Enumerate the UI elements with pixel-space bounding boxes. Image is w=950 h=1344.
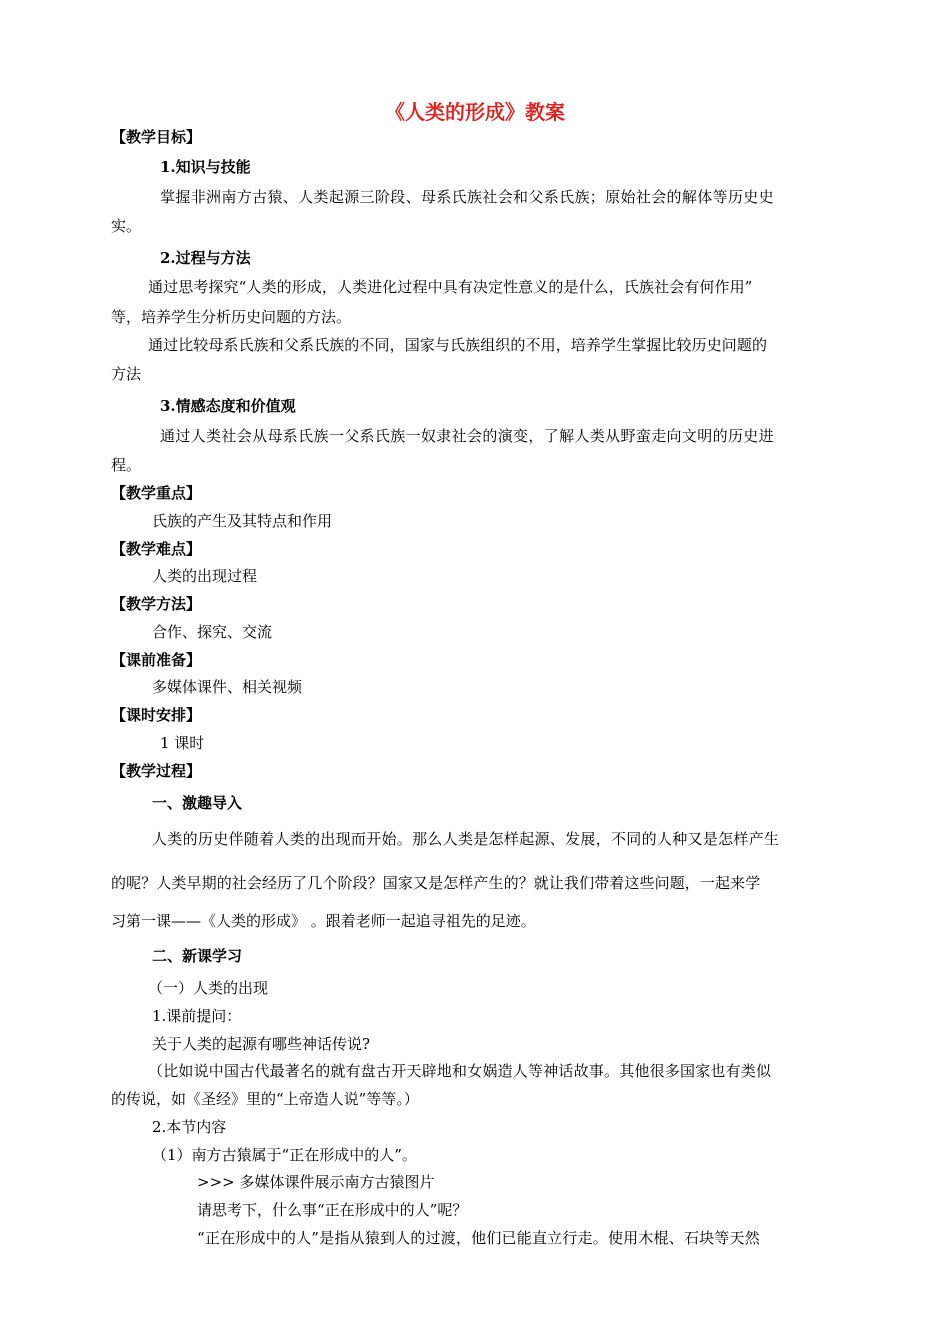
- paragraph-process-line1: 通过思考探究“人类的形成，人类进化过程中具有决定性意义的是什么，氏族社会有何作用”: [148, 278, 753, 296]
- section-heading-process: 【教学过程】: [111, 762, 202, 780]
- prep-text: 多媒体课件、相关视频: [152, 678, 303, 696]
- section-heading-difficult: 【教学难点】: [111, 540, 202, 558]
- paragraph-compare-line2: 方法: [111, 365, 142, 383]
- intro-line2: 的呢？人类早期的社会经历了几个阶段？国家又是怎样产生的？就让我们带着这些问题，一起来学: [111, 874, 761, 892]
- subheading-intro: 一、激趣导入: [152, 794, 243, 812]
- question-text: 关于人类的起源有哪些神话传说?: [152, 1035, 371, 1053]
- section-heading-method: 【教学方法】: [111, 595, 202, 613]
- intro-line3: 习第一课——《人类的形成》 。跟着老师一起追寻祖先的足迹。: [111, 912, 536, 930]
- section-heading-prep: 【课前准备】: [111, 651, 202, 669]
- schedule-text: 1 课时: [160, 734, 205, 752]
- paragraph-knowledge-line1: 掌握非洲南方古猿、人类起源三阶段、母系氏族社会和父系氏族；原始社会的解体等历史史: [160, 188, 775, 206]
- section-heading-key: 【教学重点】: [111, 484, 202, 502]
- paragraph-values-line2: 程。: [111, 456, 142, 474]
- question-heading: 1.课前提问：: [152, 1007, 242, 1025]
- paragraph-compare-line1: 通过比较母系氏族和父系氏族的不同，国家与氏族组织的不用，培养学生掌握比较历史问题的: [148, 336, 768, 354]
- document-title: 《人类的形成》教案: [385, 100, 565, 124]
- sub-section-human-appearance: （一）人类的出现: [148, 979, 269, 997]
- section-heading-schedule: 【课时安排】: [111, 706, 202, 724]
- subheading-knowledge: 1.知识与技能: [160, 158, 251, 176]
- difficult-text: 人类的出现过程: [152, 567, 258, 585]
- content-item-1: （1）南方古猿属于“正在形成中的人”。: [152, 1146, 417, 1164]
- key-text: 氏族的产生及其特点和作用: [152, 512, 333, 530]
- example-line2: 的传说，如《圣经》里的“上帝造人说”等等。）: [111, 1090, 419, 1108]
- paragraph-process-line2: 等，培养学生分析历史问题的方法。: [111, 308, 352, 326]
- paragraph-values-line1: 通过人类社会从母系氏族一父系氏族一奴隶社会的演变，了解人类从野蛮走向文明的历史进: [160, 427, 775, 445]
- intro-line1: 人类的历史伴随着人类的出现而开始。那么人类是怎样起源、发展，不同的人种又是怎样产生: [152, 830, 780, 848]
- method-text: 合作、探究、交流: [152, 623, 273, 641]
- section-heading-goals: 【教学目标】: [111, 128, 202, 146]
- content-item-4: “正在形成中的人”是指从猿到人的过渡，他们已能直立行走。使用木棍、石块等天然: [197, 1229, 760, 1247]
- subheading-new-lesson: 二、新课学习: [152, 947, 243, 965]
- content-item-3: 请思考下，什么事“正在形成中的人”呢？: [197, 1201, 468, 1219]
- paragraph-knowledge-line2: 实。: [111, 217, 142, 235]
- example-line1: （比如说中国古代最著名的就有盘古开天辟地和女娲造人等神话故事。其他很多国家也有类似: [148, 1062, 772, 1080]
- content-heading: 2.本节内容: [152, 1118, 227, 1136]
- subheading-values: 3.情感态度和价值观: [160, 397, 296, 415]
- subheading-process-method: 2.过程与方法: [160, 249, 251, 267]
- content-item-2: >>> 多媒体课件展示南方古猿图片: [197, 1173, 435, 1191]
